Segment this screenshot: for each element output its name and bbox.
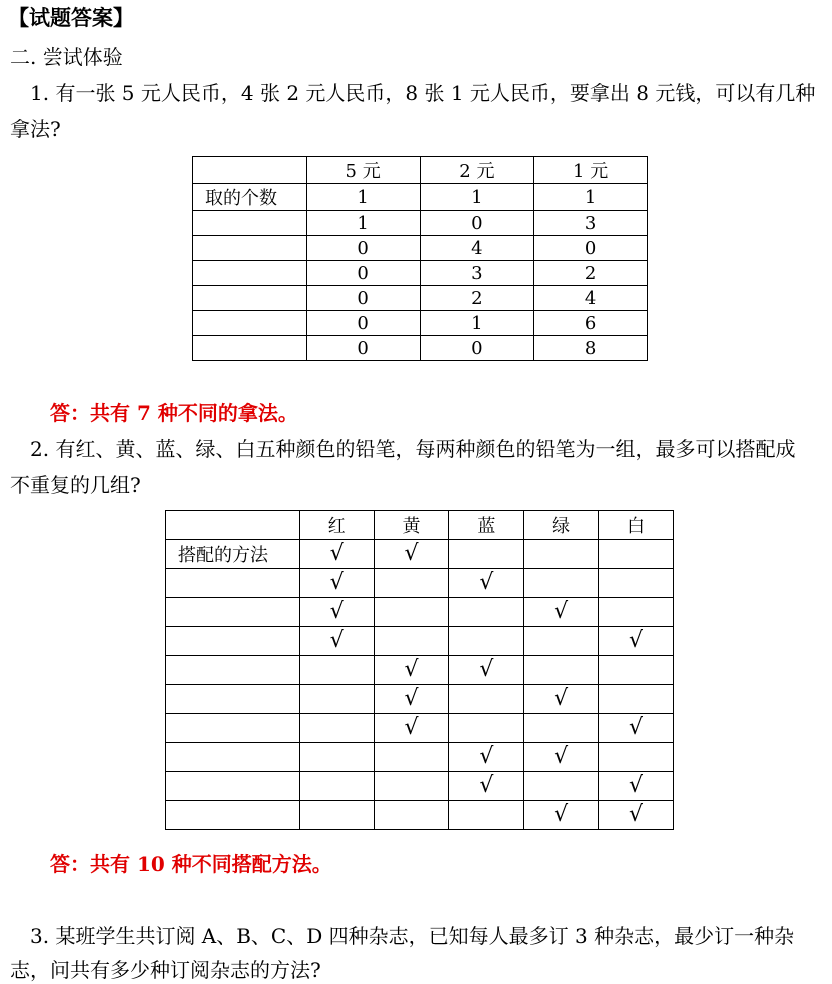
row-label-cell	[193, 336, 307, 361]
row-label-cell	[193, 236, 307, 261]
table-cell: 3	[534, 211, 648, 236]
table-row	[193, 211, 648, 236]
table-cell: 8	[534, 336, 648, 361]
table-row	[166, 569, 674, 598]
table-cell	[599, 743, 674, 772]
table-cell	[449, 801, 524, 830]
row-label-cell: 取的个数	[193, 184, 307, 211]
table-cell	[449, 627, 524, 656]
table-row	[166, 540, 674, 569]
table-row	[166, 743, 674, 772]
table-row	[166, 801, 674, 830]
row-label-cell	[193, 261, 307, 286]
table-cell: 0	[306, 236, 420, 261]
row-label-cell	[166, 598, 300, 627]
table-cell	[299, 569, 374, 598]
row-label-cell	[193, 311, 307, 336]
table-cell: 0	[306, 286, 420, 311]
table-row	[166, 627, 674, 656]
column-header	[193, 157, 307, 184]
table-cell	[524, 627, 599, 656]
table-cell	[449, 743, 524, 772]
check-mark-icon: √	[329, 599, 344, 624]
check-mark-icon: √	[629, 628, 644, 653]
table-cell	[449, 598, 524, 627]
q1-answer: 答：共有 7 种不同的拿法。	[50, 401, 298, 425]
table-cell: 0	[534, 236, 648, 261]
check-mark-icon: √	[479, 657, 494, 682]
check-mark-icon: √	[479, 773, 494, 798]
table-cell	[374, 714, 449, 743]
table-cell	[599, 801, 674, 830]
table-cell: 1	[306, 184, 420, 211]
table-cell: 0	[306, 261, 420, 286]
column-header: 1 元	[534, 157, 648, 184]
table-cell	[299, 598, 374, 627]
table-cell	[599, 627, 674, 656]
table-cell	[374, 627, 449, 656]
table-cell: 2	[420, 286, 534, 311]
table-cell	[299, 540, 374, 569]
table-row	[193, 286, 648, 311]
table-cell	[599, 714, 674, 743]
table-row	[166, 656, 674, 685]
q1-text-line2: 拿法?	[10, 117, 61, 141]
row-label-cell	[166, 685, 300, 714]
q2-color-table	[165, 510, 674, 830]
table-cell	[524, 743, 599, 772]
table-cell	[524, 569, 599, 598]
row-label-cell	[166, 772, 300, 801]
table-cell: 4	[420, 236, 534, 261]
row-label-cell: 搭配的方法	[166, 540, 300, 569]
table-cell	[449, 569, 524, 598]
check-mark-icon: √	[329, 570, 344, 595]
table-cell: 0	[420, 336, 534, 361]
q3-text-line2: 志，问共有多少种订阅杂志的方法?	[10, 958, 321, 982]
row-label-cell	[193, 286, 307, 311]
table-cell	[299, 656, 374, 685]
table-cell	[524, 685, 599, 714]
table-cell	[374, 743, 449, 772]
table-cell	[299, 743, 374, 772]
table-row	[193, 236, 648, 261]
table-cell	[524, 801, 599, 830]
table-cell	[299, 772, 374, 801]
table-cell: 1	[420, 184, 534, 211]
table-cell: 1	[420, 311, 534, 336]
table-cell	[599, 772, 674, 801]
table-cell	[374, 540, 449, 569]
check-mark-icon: √	[479, 744, 494, 769]
column-header: 2 元	[420, 157, 534, 184]
table-cell	[599, 540, 674, 569]
table-cell: 2	[534, 261, 648, 286]
row-label-cell	[166, 627, 300, 656]
table-row	[166, 598, 674, 627]
column-header	[166, 511, 300, 540]
table-cell	[374, 685, 449, 714]
table-row	[193, 336, 648, 361]
table-cell	[449, 772, 524, 801]
q1-text-line1: 1. 有一张 5 元人民币，4 张 2 元人民币，8 张 1 元人民币，要拿出 8 元钱，可以有几种	[30, 81, 816, 105]
table-cell	[299, 714, 374, 743]
table-cell: 1	[534, 184, 648, 211]
q2-text-line1: 2. 有红、黄、蓝、绿、白五种颜色的铅笔，每两种颜色的铅笔为一组，最多可以搭配成	[30, 437, 796, 461]
check-mark-icon: √	[479, 570, 494, 595]
table-row	[193, 311, 648, 336]
column-header: 蓝	[449, 511, 524, 540]
table-row	[166, 714, 674, 743]
answer-heading: 【试题答案】	[8, 6, 134, 30]
check-mark-icon: √	[404, 541, 419, 566]
check-mark-icon: √	[629, 802, 644, 827]
table-cell	[374, 801, 449, 830]
row-label-cell	[166, 743, 300, 772]
table-cell	[524, 714, 599, 743]
table-cell	[449, 540, 524, 569]
check-mark-icon: √	[329, 628, 344, 653]
row-label-cell	[193, 211, 307, 236]
column-header: 5 元	[306, 157, 420, 184]
check-mark-icon: √	[404, 715, 419, 740]
check-mark-icon: √	[554, 599, 569, 624]
table-cell	[524, 772, 599, 801]
table-cell	[599, 569, 674, 598]
table-row	[166, 685, 674, 714]
column-header: 绿	[524, 511, 599, 540]
table-cell	[524, 598, 599, 627]
table-cell	[599, 685, 674, 714]
check-mark-icon: √	[554, 686, 569, 711]
table-cell	[449, 656, 524, 685]
check-mark-icon: √	[629, 773, 644, 798]
column-header: 白	[599, 511, 674, 540]
check-mark-icon: √	[629, 715, 644, 740]
q2-text-line2: 不重复的几组?	[10, 473, 141, 497]
table-cell	[599, 656, 674, 685]
table-cell	[374, 598, 449, 627]
row-label-cell	[166, 656, 300, 685]
table-header-row	[193, 157, 648, 184]
table-cell	[374, 569, 449, 598]
table-cell	[374, 772, 449, 801]
row-label-cell	[166, 714, 300, 743]
q2-answer: 答：共有 10 种不同搭配方法。	[50, 852, 332, 876]
column-header: 红	[299, 511, 374, 540]
q1-money-table	[192, 156, 648, 361]
table-header-row	[166, 511, 674, 540]
table-cell	[524, 656, 599, 685]
check-mark-icon: √	[404, 686, 419, 711]
table-cell	[299, 685, 374, 714]
section-title: 二. 尝试体验	[10, 45, 123, 69]
table-cell: 0	[420, 211, 534, 236]
table-cell	[449, 714, 524, 743]
table-cell: 0	[306, 336, 420, 361]
table-cell	[599, 598, 674, 627]
check-mark-icon: √	[404, 657, 419, 682]
table-cell: 0	[306, 311, 420, 336]
table-cell	[299, 627, 374, 656]
table-cell: 6	[534, 311, 648, 336]
row-label-cell	[166, 801, 300, 830]
table-cell: 1	[306, 211, 420, 236]
check-mark-icon: √	[554, 744, 569, 769]
table-cell: 3	[420, 261, 534, 286]
table-row	[166, 772, 674, 801]
column-header: 黄	[374, 511, 449, 540]
check-mark-icon: √	[554, 802, 569, 827]
table-row	[193, 261, 648, 286]
table-cell	[374, 656, 449, 685]
table-cell	[299, 801, 374, 830]
table-cell: 4	[534, 286, 648, 311]
table-cell	[449, 685, 524, 714]
q3-text-line1: 3. 某班学生共订阅 A、B、C、D 四种杂志，已知每人最多订 3 种杂志，最少订一种杂	[30, 924, 795, 948]
table-cell	[524, 540, 599, 569]
row-label-cell	[166, 569, 300, 598]
table-row	[193, 184, 648, 211]
check-mark-icon: √	[329, 541, 344, 566]
